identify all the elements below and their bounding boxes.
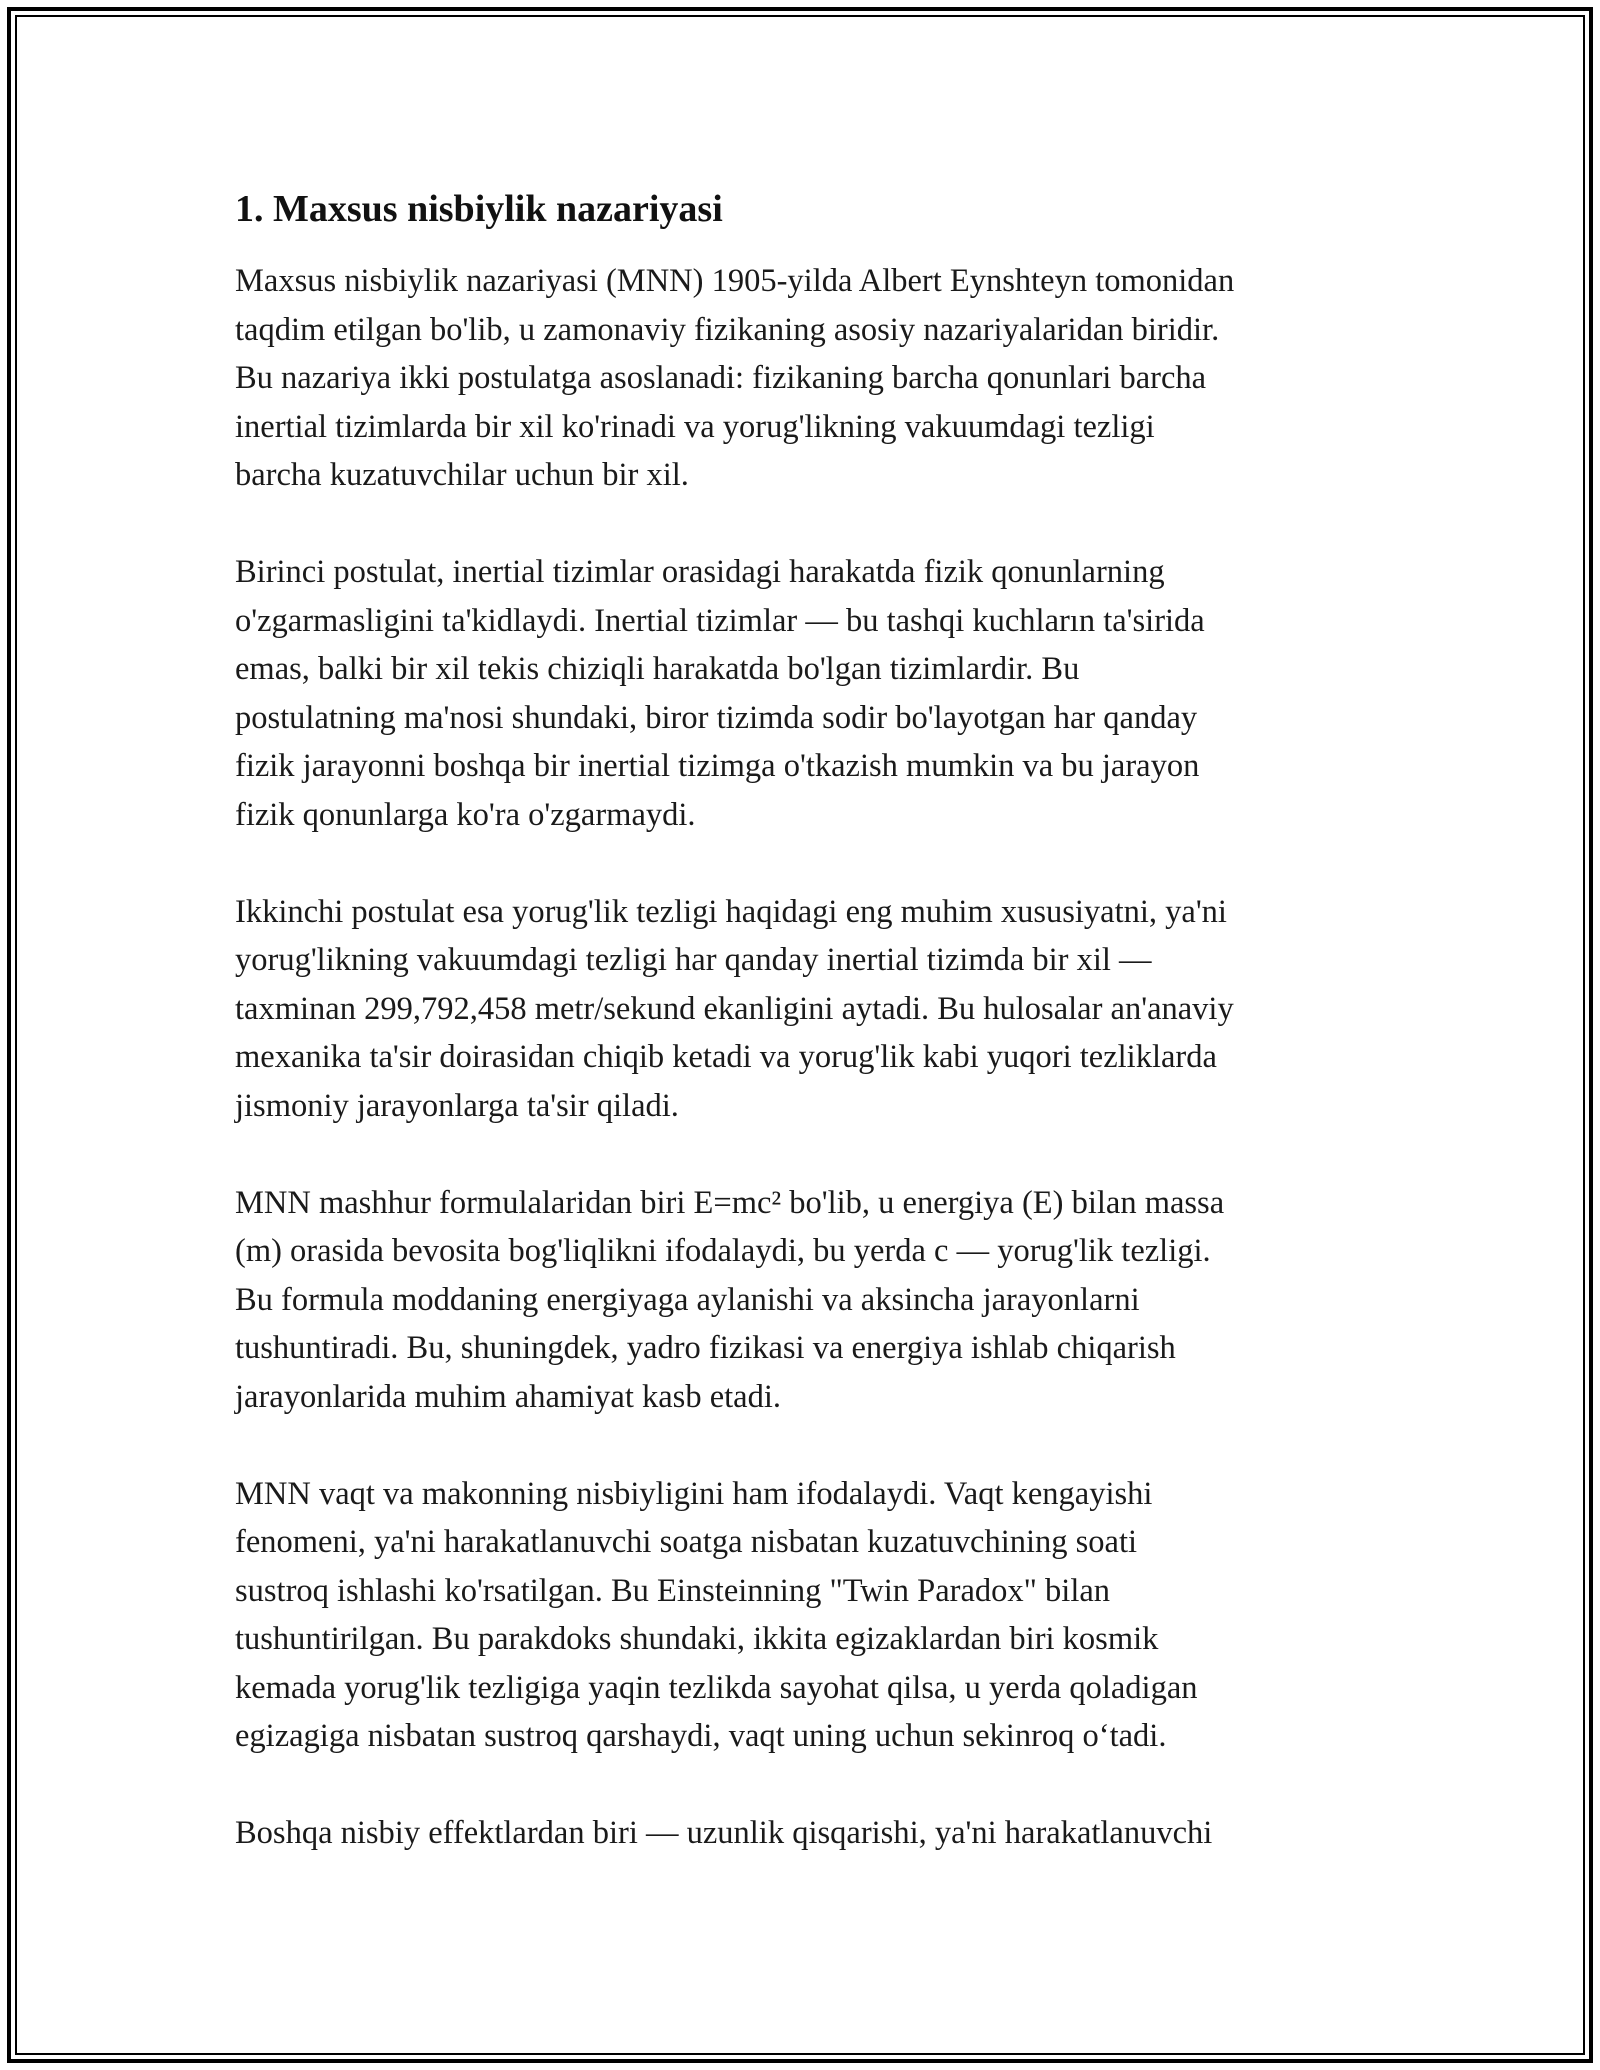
paragraph-intro: Maxsus nisbiylik nazariyasi (MNN) 1905-yilda Albert Eynshteyn tomonidan taqdim etilgan bo'lib, u zamonaviy fizikaning asosiy nazariyalaridan biridir. Bu nazariya ikki postulatga asoslanadi: fizikaning barcha qonunlari barcha inertial tizimlarda bir xil ko'rinadi va yorug'likning vakuumdagi tezligi barcha kuzatuvchilar uchun bir xil. [235, 263, 1235, 493]
paragraph-mass-energy: MNN mashhur formulalaridan biri E=mc² bo'lib, u energiya (E) bilan massa (m) orasida bevosita bog'liqlikni ifodalaydi, bu yerda c — yorug'lik tezligi. Bu formula moddaning energiyaga aylanishi va aksincha jarayonlarni tushuntiradi. Bu, shuningdek, yadro fizikasi va energiya ishlab chiqarish jarayonlarida muhim ahamiyat kasb etadi. [235, 1184, 1225, 1415]
paragraph-first-postulate: Birinci postulat, inertial tizimlar orasidagi harakatda fizik qonunlarning o'zgarmasligini ta'kidlaydi. Inertial tizimlar — bu tashqi kuchların ta'sirida emas, balki bir xil tekis chiziqli harakatda bo'lgan tizimlardir. Bu postulatning ma'nosi shundaki, biror tizimda sodir bo'layotgan har qanday fizik jarayonni boshqa bir inertial tizimga o'tkazish mumkin va bu jarayon fizik qonunlarga ko'ra o'zgarmaydi. [235, 554, 1205, 833]
section-heading: 1. Maxsus nisbiylik nazariyasi [235, 188, 723, 230]
paragraph-length-contraction: Boshqa nisbiy effektlardan biri — uzunlik qisqarishi, ya'ni harakatlanuvchi [235, 1815, 1213, 1851]
document-body [235, 185, 1385, 1858]
paragraph-time-dilation: MNN vaqt va makonning nisbiyligini ham ifodalaydi. Vaqt kengayishi fenomeni, ya'ni harakatlanuvchi soatga nisbatan kuzatuvchining soati sustroq ishlashi ko'rsatilgan. Bu Einsteinning "Twin Paradox" bilan tushuntirilgan. Bu parakdoks shundaki, ikkita egizaklardan biri kosmik kemada yorug'lik tezligiga yaqin tezlikda sayohat qilsa, u yerda qoladigan egizagiga nisbatan sustroq qarshaydi, vaqt uning uchun sekinroq o‘tadi. [235, 1475, 1198, 1754]
paragraph-second-postulate: Ikkinchi postulat esa yorug'lik tezligi haqidagi eng muhim xususiyatni, ya'ni yorug'likning vakuumdagi tezligi har qanday inertial tizimda bir xil — taxminan 299,792,458 metr/sekund ekanligini aytadi. Bu hulosalar an'anaviy mexanika ta'sir doirasidan chiqib ketadi va yorug'lik kabi yuqori tezliklarda jismoniy jarayonlarga ta'sir qiladi. [235, 893, 1234, 1124]
